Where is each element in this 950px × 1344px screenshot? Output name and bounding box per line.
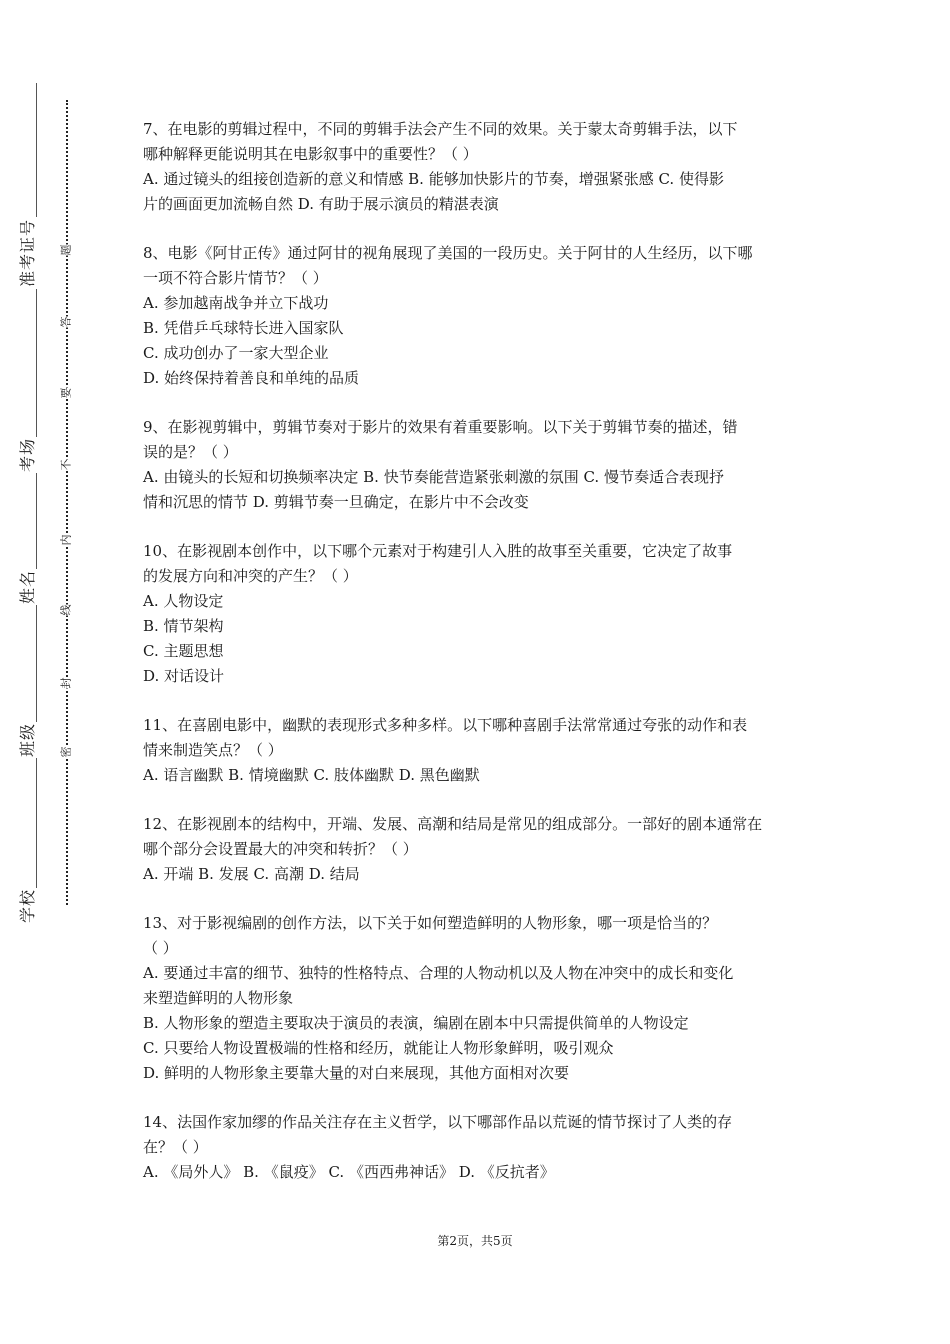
question-stem: 9、在影视剪辑中，剪辑节奏对于影片的效果有着重要影响。以下关于剪辑节奏的描述，错 <box>143 418 738 436</box>
question-line: B. 凭借乒乓球特长进入国家队 <box>143 319 344 337</box>
question-item <box>143 415 823 515</box>
question-line: 片的画面更加流畅自然 D. 有助于展示演员的精湛表演 <box>143 195 499 213</box>
seal-line-char: 要 <box>59 387 73 399</box>
seal-line-char: 封 <box>59 677 73 689</box>
question-stem: 12、在影视剧本的结构中，开端、发展、高潮和结局是常见的组成部分。一部好的剧本通常在 <box>143 815 763 833</box>
seal-line-char: 题 <box>59 244 73 256</box>
question-item <box>143 117 823 217</box>
question-line: A. 《局外人》 B. 《鼠疫》 C. 《西西弗神话》 D. 《反抗者》 <box>143 1163 555 1181</box>
question-line: 误的是？（ ） <box>143 443 238 461</box>
question-line: C. 主题思想 <box>143 642 224 660</box>
seal-line-char: 线 <box>59 604 73 616</box>
question-stem: 7、在电影的剪辑过程中，不同的剪辑手法会产生不同的效果。关于蒙太奇剪辑手法，以下 <box>143 120 738 138</box>
question-stem: 13、对于影视编剧的创作方法，以下关于如何塑造鲜明的人物形象，哪一项是恰当的？ <box>143 914 718 932</box>
question-item <box>143 911 823 1086</box>
question-stem: 8、电影《阿甘正传》通过阿甘的视角展现了美国的一段历史。关于阿甘的人生经历，以下哪 <box>143 244 753 262</box>
question-line: A. 参加越南战争并立下战功 <box>143 294 329 312</box>
question-item <box>143 539 823 689</box>
margin-field-label: 准考证号 <box>18 219 37 288</box>
question-line: 哪个部分会设置最大的冲突和转折？（ ） <box>143 840 418 858</box>
question-stem: 11、在喜剧电影中，幽默的表现形式多种多样。以下哪种喜剧手法常常通过夸张的动作和表 <box>143 716 748 734</box>
question-line: C. 只要给人物设置极端的性格和经历，就能让人物形象鲜明，吸引观众 <box>143 1039 614 1057</box>
margin-field-label: 姓名 <box>18 570 37 605</box>
seal-line-char: 不 <box>59 459 73 471</box>
seal-line-char: 答 <box>59 316 73 328</box>
question-line: C. 成功创办了一家大型企业 <box>143 344 329 362</box>
question-line: 情来制造笑点？（ ） <box>143 741 283 759</box>
question-stem: 10、在影视剧本创作中，以下哪个元素对于构建引人入胜的故事至关重要，它决定了故事 <box>143 542 733 560</box>
question-list <box>143 117 823 1209</box>
question-stem: 14、法国作家加缪的作品关注存在主义哲学，以下哪部作品以荒诞的情节探讨了人类的存 <box>143 1113 733 1131</box>
question-item <box>143 241 823 391</box>
question-line: 情和沉思的情节 D. 剪辑节奏一旦确定，在影片中不会改变 <box>143 493 529 511</box>
question-line: 一项不符合影片情节？（ ） <box>143 269 328 287</box>
question-line: A. 通过镜头的组接创造新的意义和情感 B. 能够加快影片的节奏，增强紧张感 C. 使得影 <box>143 170 724 188</box>
margin-solid-line <box>36 83 37 923</box>
seal-line-char: 密 <box>59 746 73 758</box>
question-line: D. 鲜明的人物形象主要靠大量的对白来展现，其他方面相对次要 <box>143 1064 570 1082</box>
question-line: 来塑造鲜明的人物形象 <box>143 989 294 1007</box>
question-line: B. 情节架构 <box>143 617 224 635</box>
question-line: A. 由镜头的长短和切换频率决定 B. 快节奏能营造紧张刺激的氛围 C. 慢节奏适合表现抒 <box>143 468 724 486</box>
question-line: A. 语言幽默 B. 情境幽默 C. 肢体幽默 D. 黑色幽默 <box>143 766 480 784</box>
question-line: A. 人物设定 <box>143 592 224 610</box>
question-line: A. 开端 B. 发展 C. 高潮 D. 结局 <box>143 865 360 883</box>
margin-field-label: 考场 <box>18 438 37 473</box>
question-line: D. 对话设计 <box>143 667 225 685</box>
question-line: B. 人物形象的塑造主要取决于演员的表演，编剧在剧本中只需提供简单的人物设定 <box>143 1014 689 1032</box>
margin-field-label: 班级 <box>18 723 37 758</box>
question-line: 哪种解释更能说明其在电影叙事中的重要性？（ ） <box>143 145 478 163</box>
margin-field-label: 学校 <box>18 889 37 924</box>
question-line: （ ） <box>143 939 178 957</box>
question-item <box>143 1110 823 1185</box>
question-line: 在？（ ） <box>143 1138 208 1156</box>
page-number: 第2页，共5页 <box>437 1234 513 1248</box>
margin-dotted-line <box>66 100 68 905</box>
question-line: D. 始终保持着善良和单纯的品质 <box>143 369 360 387</box>
question-item <box>143 713 823 788</box>
question-item <box>143 812 823 887</box>
seal-line-char: 内 <box>59 534 73 546</box>
question-line: 的发展方向和冲突的产生？（ ） <box>143 567 358 585</box>
question-line: A. 要通过丰富的细节、独特的性格特点、合理的人物动机以及人物在冲突中的成长和变化 <box>143 964 734 982</box>
